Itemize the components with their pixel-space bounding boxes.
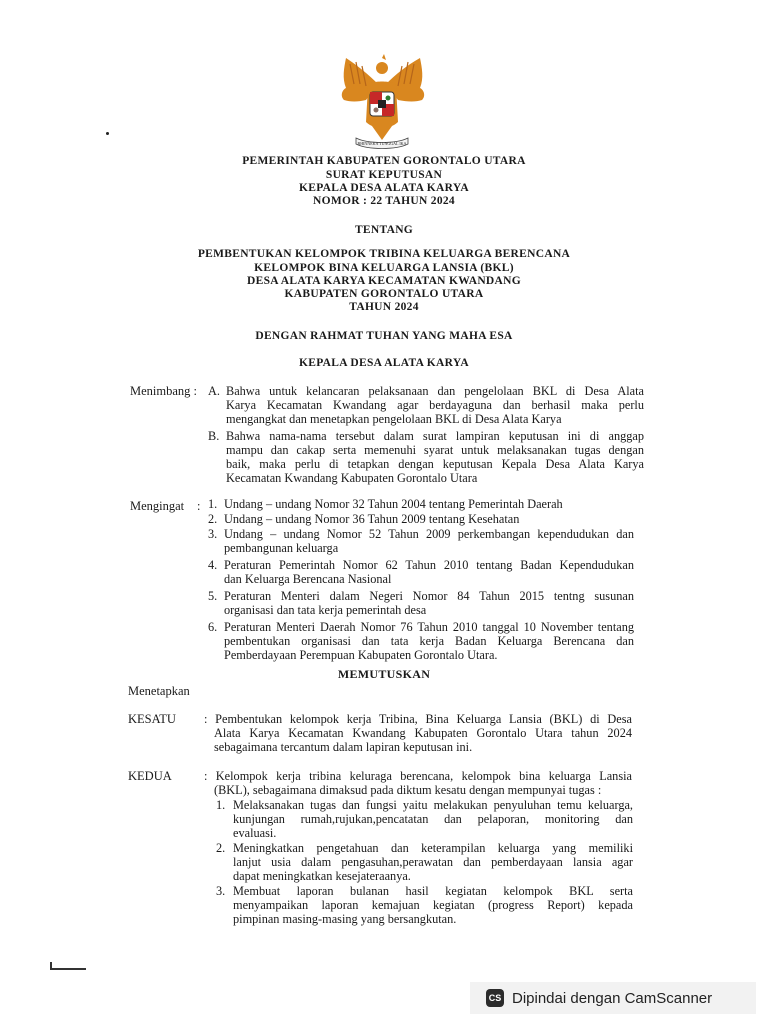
mengingat-item-line: Peraturan Pemerintah Nomor 62 Tahun 2010 tentang Badan Kependudukan xyxy=(224,558,634,572)
heading-tentang: TENTANG xyxy=(354,224,414,236)
mengingat-item-line: Pemberdayaan Perempuan Kabupaten Gorontalo Utara. xyxy=(224,648,498,662)
menimbang-a-line: Bahwa untuk kelancaran pelaksanaan dan pengelolaan BKL di Desa Alata xyxy=(226,384,644,398)
garuda-emblem-icon xyxy=(328,44,436,156)
menimbang-a-line: Karya Kecamatan Kwandang agar berdayaguna dan berhasil maka perlu xyxy=(226,398,644,412)
kesatu-line: sebagaimana tercantum dalam lapiran keputusan ini. xyxy=(214,740,473,754)
kedua-item-line: Meningkatkan pengetahuan dan keterampilan keluarga yang memiliki xyxy=(233,841,633,855)
menimbang-a-marker: A. xyxy=(208,384,220,398)
heading-memutuskan: MEMUTUSKAN xyxy=(337,667,431,681)
subject-line-3: DESA ALATA KARYA KECAMATAN KWANDANG xyxy=(247,275,521,287)
mengingat-item-line: pembentukan organisasi dan tata kerja Badan Keluarga Berencana dan xyxy=(224,634,634,648)
menimbang-b-line: baik, maka perlu di tetapkan dengan keputusan Kepala Desa Alata Karya xyxy=(226,457,644,471)
mengingat-item-number: 4. xyxy=(208,558,218,572)
camscanner-watermark xyxy=(470,982,756,1014)
kedua-item-line: lanjut usia dalam pengasuhan,perawatan dan pemberdayaan lansia agar xyxy=(233,855,633,869)
menimbang-a-line: mengangkat dan menetapkan pengelolaan BKL di Desa Alata Karya xyxy=(226,412,562,426)
kedua-item-number: 3. xyxy=(216,884,226,898)
subject-line-5: TAHUN 2024 xyxy=(349,301,419,313)
scan-corner-mark xyxy=(50,968,86,970)
mengingat-label: Mengingat xyxy=(130,499,185,513)
menimbang-b-marker: B. xyxy=(208,429,220,443)
mengingat-colon: : xyxy=(197,499,201,513)
heading-kepala: KEPALA DESA ALATA KARYA xyxy=(299,357,469,369)
kedua-item-line: evaluasi. xyxy=(233,826,277,840)
mengingat-item-number: 1. xyxy=(208,497,218,511)
kedua-item-number: 2. xyxy=(216,841,226,855)
mengingat-item-line: Undang – undang Nomor 36 Tahun 2009 tentang Kesehatan xyxy=(224,512,520,526)
mengingat-item-line: Undang – undang Nomor 52 Tahun 2009 perkembangan kependudukan dan xyxy=(224,527,634,541)
subject-line-4: KABUPATEN GORONTALO UTARA xyxy=(284,288,484,300)
kedua-item-line: dapat meningkatkan kesejateraanya. xyxy=(233,869,411,883)
mengingat-item-line: Peraturan Menteri Daerah Nomor 76 Tahun 2010 tanggal 10 November tentang xyxy=(224,620,634,634)
mengingat-item-line: Undang – undang Nomor 32 Tahun 2004 tentang Pemerintah Daerah xyxy=(224,497,563,511)
kedua-item-line: Melaksanakan tugas dan fungsi yaitu melakukan penyuluhan temu keluarga, xyxy=(233,798,633,812)
header-issuer: KEPALA DESA ALATA KARYA xyxy=(299,182,469,194)
subject-line-1: PEMBENTUKAN KELOMPOK TRIBINA KELUARGA BERENCANA xyxy=(197,248,571,260)
heading-rahmat: DENGAN RAHMAT TUHAN YANG MAHA ESA xyxy=(255,330,513,342)
scan-speck xyxy=(106,132,109,135)
header-government: PEMERINTAH KABUPATEN GORONTALO UTARA xyxy=(242,155,526,167)
mengingat-item-number: 3. xyxy=(208,527,218,541)
kedua-item-line: pimpinan masing-masing yang bersangkutan. xyxy=(233,912,457,926)
kedua-item-line: kunjungan rumah,rujukan,pencatatan dan pelaporan, monitoring dan xyxy=(233,812,633,826)
mengingat-item-line: organisasi dan tata kerja pemerintah desa xyxy=(224,603,427,617)
camscanner-logo-icon: CS xyxy=(486,989,504,1007)
mengingat-item-line: pembangunan keluarga xyxy=(224,541,339,555)
kedua-line: : Kelompok kerja tribina keluraga berencana, kelompok bina keluarga Lansia xyxy=(204,769,632,783)
kesatu-label: KESATU xyxy=(128,712,176,726)
mengingat-item-line: Peraturan Menteri dalam Negeri Nomor 84 Tahun 2015 tentng susunan xyxy=(224,589,634,603)
kedua-line: (BKL), sebagaimana dimaksud pada diktum kesatu dengan mempunyai tugas : xyxy=(214,783,602,797)
kesatu-line: : Pembentukan kelompok kerja Tribina, Bina Keluarga Lansia (BKL) di Desa xyxy=(204,712,632,726)
kedua-item-number: 1. xyxy=(216,798,226,812)
menimbang-b-line: Kecamatan Kwandang Kabupaten Gorontalo Utara xyxy=(226,471,478,485)
header-number: NOMOR : 22 TAHUN 2024 xyxy=(313,195,455,207)
menimbang-label: Menimbang : xyxy=(130,384,198,398)
mengingat-item-number: 2. xyxy=(208,512,218,526)
svg-text:BHINNEKA TUNGGAL IKA: BHINNEKA TUNGGAL IKA xyxy=(357,141,407,146)
subject-line-2: KELOMPOK BINA KELUARGA LANSIA (BKL) xyxy=(254,262,514,274)
mengingat-item-line: dan Keluarga Berencana Nasional xyxy=(224,572,392,586)
menetapkan-label: Menetapkan xyxy=(128,684,190,698)
menimbang-b-line: mampu dan cakap serta memenuhi syarat untuk melaksanakan tugas dengan xyxy=(226,443,644,457)
header-doc-type: SURAT KEPUTUSAN xyxy=(325,169,443,181)
kedua-item-line: menyampaikan laporan kemajuan kegiatan (progress Report) kepada xyxy=(233,898,633,912)
kedua-item-line: Membuat laporan bulanan hasil kegiatan kelompok BKL serta xyxy=(233,884,633,898)
camscanner-text: Dipindai dengan CamScanner xyxy=(512,989,713,1007)
mengingat-item-number: 6. xyxy=(208,620,218,634)
kedua-label: KEDUA xyxy=(128,769,172,783)
menimbang-b-line: Bahwa nama-nama tersebut dalam surat lampiran keputusan ini di anggap xyxy=(226,429,644,443)
kesatu-line: Alata Karya Kecamatan Kwandang Kabupaten Gorontalo Utara tahun 2024 xyxy=(214,726,632,740)
mengingat-item-number: 5. xyxy=(208,589,218,603)
